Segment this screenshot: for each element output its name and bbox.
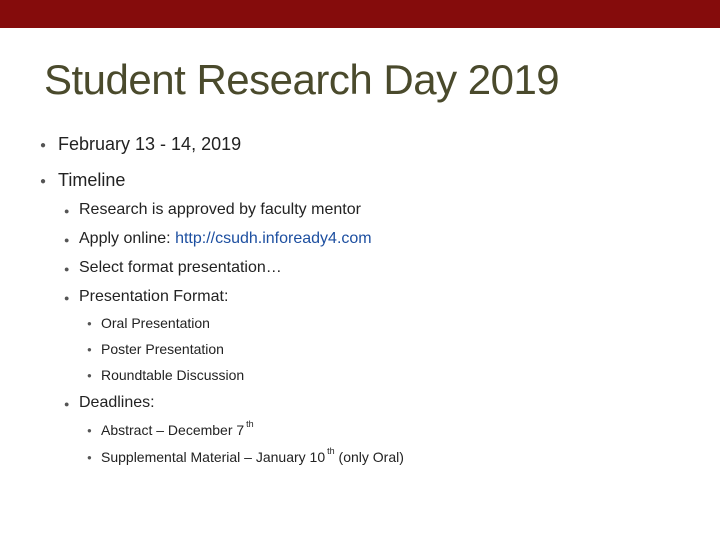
bullet-date (40, 134, 242, 155)
bullet-icon: ● (64, 235, 70, 245)
bullet-poster-text: Poster Presentation (101, 341, 224, 357)
bullet-abstract (87, 419, 254, 438)
top-accent-bar (0, 0, 720, 28)
apply-link[interactable]: http://csudh.infoready4.com (175, 230, 372, 247)
bullet-supplemental-text: Supplemental Material – January 10 (101, 449, 326, 465)
bullet-apply (64, 230, 372, 248)
bullet-icon: ● (87, 319, 92, 328)
bullet-supplemental (87, 446, 404, 465)
bullet-presentation-format (64, 288, 229, 306)
bullet-select-format-text: Select format presentation… (79, 259, 282, 276)
bullet-oral-text: Oral Presentation (101, 315, 210, 331)
bullet-timeline (40, 170, 126, 191)
bullet-icon: ● (87, 345, 92, 354)
bullet-date-text: February 13 - 14, 2019 (58, 134, 242, 154)
bullet-poster (87, 341, 224, 357)
bullet-deadlines (64, 394, 155, 412)
supplemental-superscript: th (327, 446, 335, 456)
bullet-deadlines-text: Deadlines: (79, 394, 155, 411)
abstract-superscript: th (246, 419, 254, 429)
bullet-icon: ● (64, 399, 70, 409)
bullet-icon: ● (40, 140, 47, 151)
bullet-presentation-format-text: Presentation Format: (79, 288, 229, 305)
bullet-icon: ● (64, 293, 70, 303)
bullet-approved (64, 201, 361, 219)
bullet-icon: ● (87, 371, 92, 380)
bullet-apply-prefix: Apply online: (79, 230, 176, 247)
bullet-icon: ● (40, 176, 47, 187)
bullet-icon: ● (87, 453, 92, 462)
bullet-roundtable (87, 367, 245, 383)
slide-title: Student Research Day 2019 (44, 56, 560, 103)
bullet-abstract-text: Abstract – December 7 (101, 422, 245, 438)
bullet-oral (87, 315, 210, 331)
bullet-timeline-text: Timeline (58, 170, 126, 190)
bullet-supplemental-suffix: (only Oral) (334, 449, 404, 465)
bullet-approved-text: Research is approved by faculty mentor (79, 201, 361, 218)
bullet-icon: ● (64, 264, 70, 274)
bullet-select-format (64, 259, 282, 277)
bullet-icon: ● (87, 426, 92, 435)
bullet-roundtable-text: Roundtable Discussion (101, 367, 245, 383)
bullet-icon: ● (64, 206, 70, 216)
